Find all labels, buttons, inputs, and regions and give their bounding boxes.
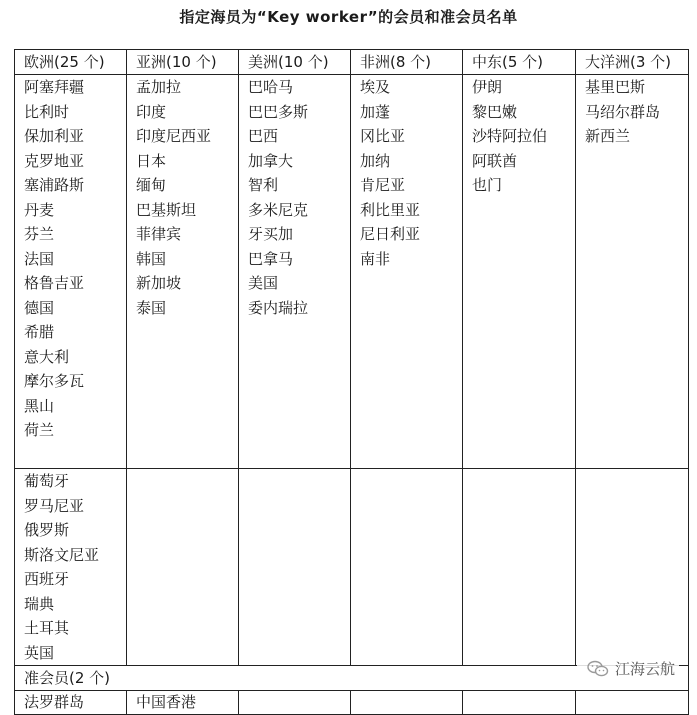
associate-cell	[463, 691, 576, 715]
list-item: 也门	[472, 176, 503, 194]
list-item: 加拿大	[248, 151, 294, 170]
list-item: 法国	[24, 249, 55, 268]
list-item: 印度尼西亚	[136, 127, 212, 145]
list-item: 尼日利亚	[360, 225, 421, 243]
africa-list	[351, 75, 463, 469]
asia-list	[127, 75, 239, 469]
watermark	[577, 656, 679, 681]
list-item: 黎巴嫩	[472, 102, 518, 121]
list-item: 沙特阿拉伯	[472, 127, 548, 145]
list-item: 黑山	[24, 396, 55, 415]
list-item: 伊朗	[472, 78, 503, 96]
member-table	[14, 49, 689, 715]
europe-list-continued	[15, 469, 127, 666]
americas-list-continued	[239, 469, 351, 666]
list-item: 巴拿马	[248, 249, 294, 268]
member-row-part2	[15, 469, 689, 666]
list-item: 牙买加	[248, 225, 294, 243]
list-item: 巴西	[248, 127, 279, 145]
list-item: 美国	[248, 274, 279, 292]
list-item: 意大利	[24, 347, 70, 366]
list-item: 缅甸	[136, 176, 167, 194]
list-item: 加蓬	[360, 102, 391, 121]
list-item: 摩尔多瓦	[24, 372, 85, 390]
list-item: 印度	[136, 102, 167, 121]
list-item: 德国	[24, 298, 55, 317]
page-title: 指定海员为“Key worker”的会员和准会员名单	[179, 8, 518, 26]
list-item: 加纳	[360, 151, 391, 170]
list-item: 格鲁吉亚	[24, 274, 85, 292]
associate-row	[15, 691, 689, 715]
region-header-row	[15, 50, 689, 75]
associate-cell	[351, 691, 463, 715]
list-item: 俄罗斯	[24, 521, 70, 539]
header-americas: 美洲(10 个)	[239, 50, 351, 75]
list-item: 巴哈马	[248, 78, 294, 96]
header-oceania: 大洋洲(3 个)	[576, 50, 689, 75]
list-item: 泰国	[136, 298, 167, 317]
list-item: 阿塞拜疆	[24, 78, 85, 96]
list-item: 罗马尼亚	[24, 496, 85, 515]
middle-east-list-continued	[463, 469, 576, 666]
list-item: 肯尼亚	[360, 176, 406, 194]
list-item: 克罗地亚	[24, 151, 85, 170]
list-item: 西班牙	[24, 570, 70, 588]
europe-list	[15, 75, 127, 469]
header-middle-east: 中东(5 个)	[463, 50, 576, 75]
list-item: 芬兰	[24, 225, 55, 243]
list-item: 丹麦	[24, 200, 55, 219]
list-item: 南非	[360, 249, 391, 268]
associate-cell	[576, 691, 689, 715]
list-item: 土耳其	[24, 619, 70, 637]
list-item: 巴巴多斯	[248, 102, 309, 121]
list-item: 英国	[24, 643, 55, 662]
associate-cell: 法罗群岛	[15, 691, 127, 715]
list-item: 利比里亚	[360, 200, 421, 219]
list-item: 委内瑞拉	[248, 298, 309, 317]
list-item: 保加利亚	[24, 127, 85, 145]
list-item: 日本	[136, 151, 167, 170]
list-item: 菲律宾	[136, 225, 182, 243]
header-asia: 亚洲(10 个)	[127, 50, 239, 75]
list-item: 韩国	[136, 249, 167, 268]
americas-list	[239, 75, 351, 469]
watermark-text: 江海云航	[614, 660, 675, 678]
list-item: 荷兰	[24, 421, 55, 439]
oceania-list	[576, 75, 689, 469]
list-item: 多米尼克	[248, 200, 309, 219]
associate-cell	[239, 691, 351, 715]
associate-header: 准会员(2 个)	[15, 666, 689, 691]
list-item: 斯洛文尼亚	[24, 545, 100, 564]
list-item: 智利	[248, 176, 279, 194]
list-item: 基里巴斯	[585, 78, 646, 96]
header-africa: 非洲(8 个)	[351, 50, 463, 75]
list-item: 巴基斯坦	[136, 200, 197, 219]
list-item: 塞浦路斯	[24, 176, 85, 194]
member-row-part1	[15, 75, 689, 469]
list-item: 埃及	[360, 78, 391, 96]
list-item: 瑞典	[24, 594, 55, 613]
list-item: 孟加拉	[136, 78, 182, 96]
list-item: 希腊	[24, 323, 55, 341]
header-europe: 欧洲(25 个)	[15, 50, 127, 75]
associate-cell: 中国香港	[127, 691, 239, 715]
list-item: 新西兰	[585, 127, 631, 145]
asia-list-continued	[127, 469, 239, 666]
oceania-list-continued	[576, 469, 689, 666]
list-item: 阿联酋	[472, 151, 518, 170]
middle-east-list	[463, 75, 576, 469]
list-item: 马绍尔群岛	[585, 102, 661, 121]
list-item: 冈比亚	[360, 127, 406, 145]
list-item: 比利时	[24, 102, 70, 121]
africa-list-continued	[351, 469, 463, 666]
list-item: 葡萄牙	[24, 472, 70, 490]
wechat-icon	[587, 660, 609, 678]
list-item: 新加坡	[136, 274, 182, 292]
